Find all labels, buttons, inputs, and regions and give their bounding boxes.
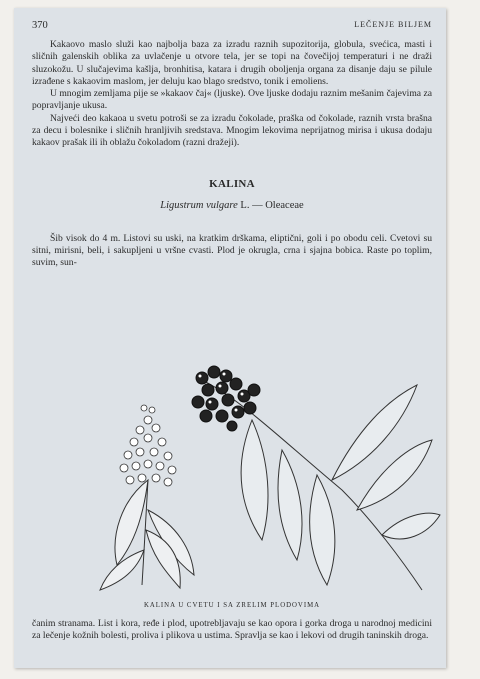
plant-latin-name xyxy=(32,200,432,211)
latin-binomial: Ligustrum vulgare xyxy=(160,199,238,211)
fruiting-branch-drawing xyxy=(192,366,440,590)
paragraph-chocolate: Najveći deo kakaoa u svetu potroši se za izradu čokolade, praška od čokolade, raznih vrsta brašna za decu i bolesnike i sličnih hranljivih sredstava. Mnogim lekovima neprijatnog mirisa i ukusa dodaju kakaov prašak ili ih oblažu čokoladom (razni dražeji). xyxy=(32,112,432,149)
latin-author-family: L. — Oleaceae xyxy=(240,199,304,211)
running-title: LEČENJE BILJEM xyxy=(354,20,432,29)
page-header xyxy=(32,20,432,31)
paragraph-cocoa-tea: U mnogim zemljama pije se »kakaov čaj« (ljuske). Ove ljuske dodaju raznim mešanim čajevima za popravljanje ukusa. xyxy=(32,88,432,112)
paragraph-cocoa-butter: Kakaovo maslo služi kao najbolja baza za izradu raznih supozitorija, globula, svećica, masti i sličnih galenskih oblika za uvlačenje u otvore tela, jer se topi na čovečijoj temperaturi i ne draži sluzokožu. U slučajevima kašlja, bronhitisa, katara i drugih oboljenja organa za disanje daju se pilule izrađene s kakaovim maslom, jer deluju kao blago sredstvo, tonik i emoliens. xyxy=(32,39,432,87)
page-content xyxy=(32,20,432,642)
book-page xyxy=(14,8,446,668)
privet-illustration xyxy=(82,360,442,595)
page-number: 370 xyxy=(32,20,48,31)
plant-description: Šib visok do 4 m. Listovi su uski, na kratkim drškama, eliptični, goli i po obodu celi. Cvetovi su sitni, mirisni, beli, i sakupljeni u vršne cvasti. Plod je okrugla, crna i sjajna bobica. Raste po toplim, suvim, sun- xyxy=(32,232,432,269)
flowering-branch-drawing xyxy=(100,405,194,590)
continuation-paragraph: čanim stranama. List i kora, ređe i plod, upotrebljavaju se kao opora i gorka droga u narodnoj medicini za lečenje kožnih bolesti, proliva i plikova u ustima. Spravlja se kao i lekovi od drugih taninskih droga. xyxy=(32,618,432,642)
illustration-caption: KALINA U CVETU I SA ZRELIM PLODOVIMA xyxy=(143,602,321,609)
continued-text xyxy=(32,618,432,643)
plant-heading: KALINA xyxy=(209,177,255,190)
